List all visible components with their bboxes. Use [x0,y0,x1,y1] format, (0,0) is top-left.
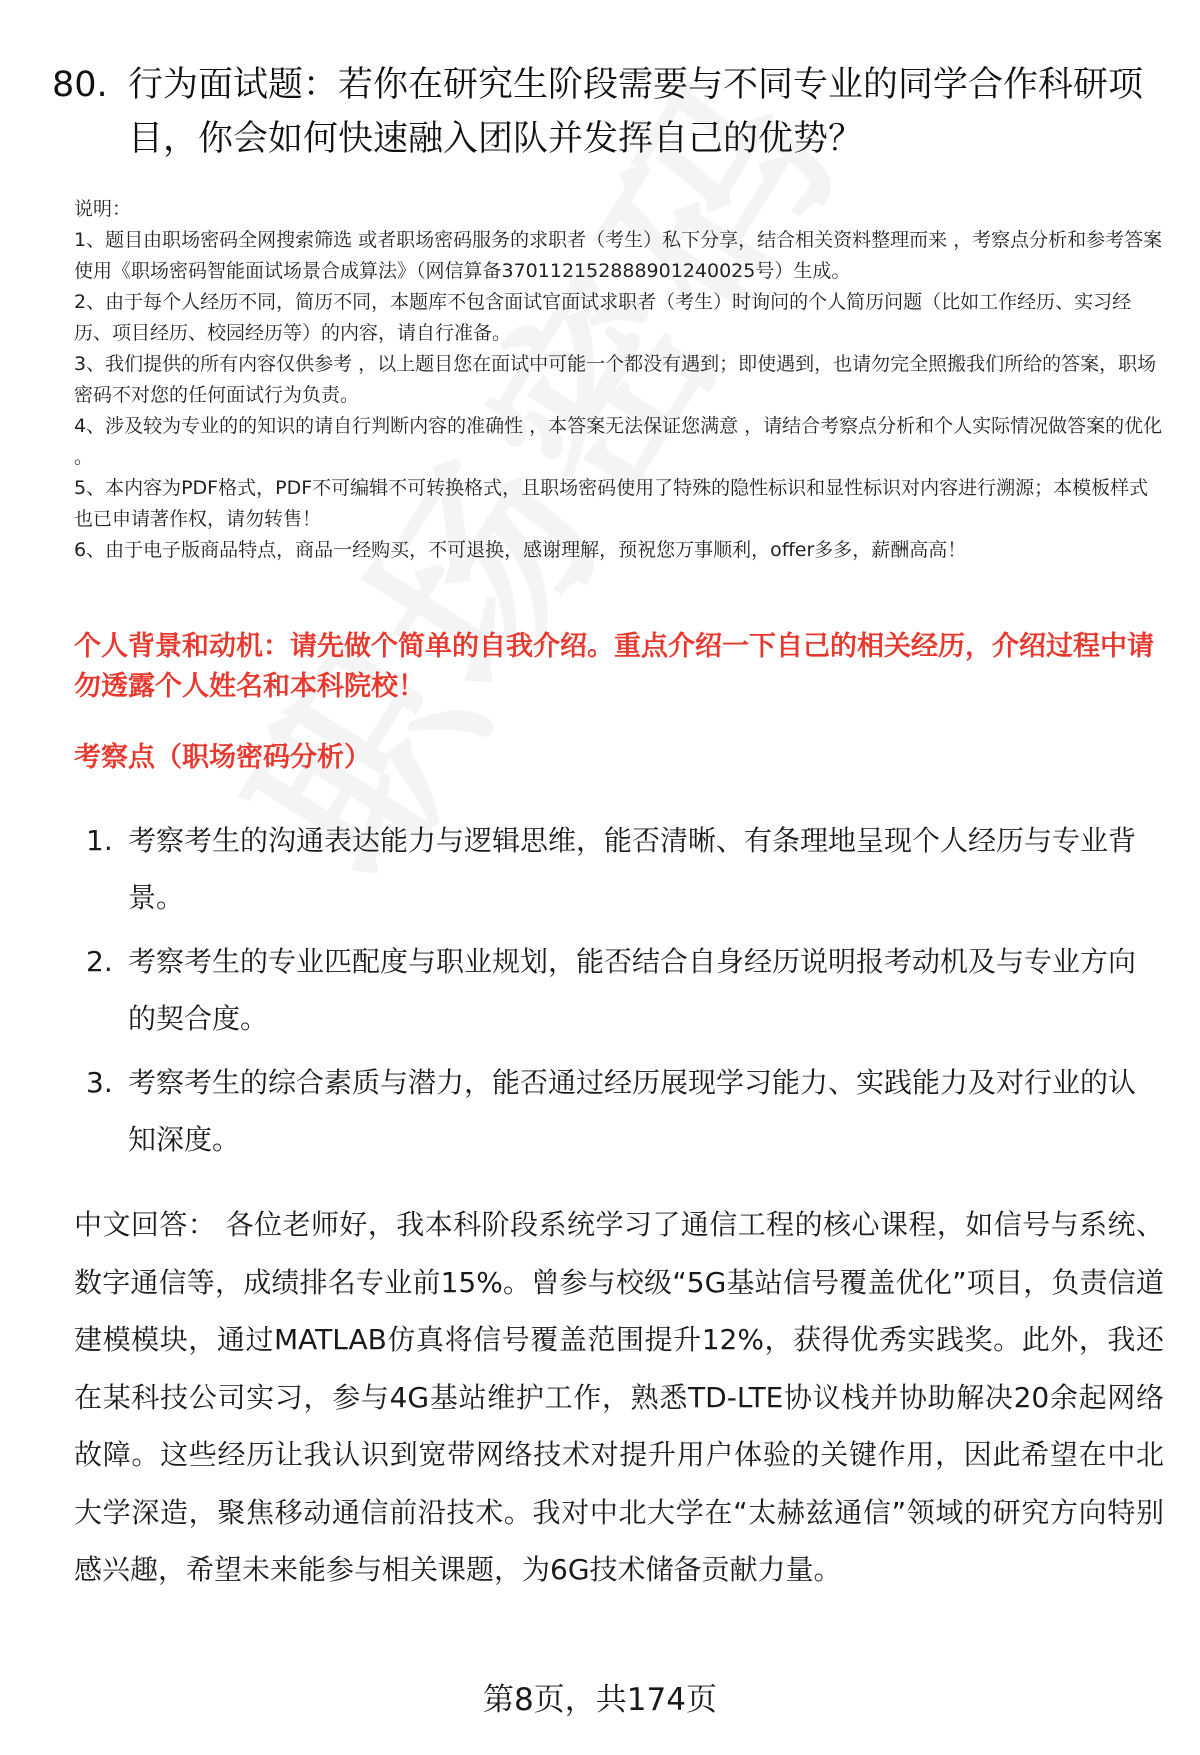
exam-point-text: 考察考生的沟通表达能力与逻辑思维，能否清晰、有条理地呈现个人经历与专业背景。 [128,824,1137,914]
exam-point [86,933,1161,1047]
exam-point-number: 3. [86,1066,113,1099]
exam-points-heading: 考察点（职场密码分析） [74,742,371,773]
answer-text: 各位老师好，我本科阶段系统学习了通信工程的核心课程，如信号与系统、数字通信等，成绩排名专业前15%。曾参与校级“5G基站信号覆盖优化”项目，负责信道建模模块，通过MATLAB仿真将信号覆盖范围提升12%，获得优秀实践奖。此外，我还在某科技公司实习，参与4G基站维护工作，熟悉TD-LTE协议栈并协助解决20余起网络故障。这些经历让我认识到宽带网络技术对提升用户体验的关键作用，因此希望在中北大学深造，聚焦移动通信前沿技术。我对中北大学在“太赫兹通信”领域的研究方向特别感兴趣，希望未来能参与相关课题，为6G技术储备贡献力量。 [74,1208,1164,1586]
note-item: 3、我们提供的所有内容仅供参考 ，以上题目您在面试中可能一个都没有遇到；即使遇到，也请勿完全照搬我们所给的答案，职场密码不对您的任何面试行为负责。 [74,353,1157,406]
note-item: 6、由于电子版商品特点，商品一经购买，不可退换，感谢理解，预祝您万事顺利，offer多多，薪酬高高！ [74,539,967,561]
note-item: 1、题目由职场密码全网搜索筛选 或者职场密码服务的求职者（考生）私下分享，结合相关资料整理而来 ，考察点分析和参考答案使用《职场密码智能面试场景合成算法》（网信算备370112152888901240025号）生成。 [74,229,1163,282]
exam-point-text: 考察考生的专业匹配度与职业规划，能否结合自身经历说明报考动机及与专业方向的契合度。 [128,945,1137,1035]
notes-title: 说明： [74,198,132,220]
question-text: 行为面试题：若你在研究生阶段需要与不同专业的同学合作科研项目，你会如何快速融入团队并发挥自己的优势？ [128,65,1144,159]
section-heading: 个人背景和动机：请先做个简单的自我介绍。重点介绍一下自己的相关经历，介绍过程中请勿透露个人姓名和本科院校！ [74,631,1154,702]
exam-point-text: 考察考生的综合素质与潜力，能否通过经历展现学习能力、实践能力及对行业的认知深度。 [128,1066,1137,1156]
exam-point [86,812,1161,926]
exam-point [86,1054,1161,1168]
answer-block [74,1196,1164,1599]
exam-point-number: 1. [86,824,113,857]
answer-label: 中文回答： [74,1208,217,1241]
notes-block [74,194,1164,566]
note-item: 4、涉及较为专业的的知识的请自行判断内容的准确性 ，本答案无法保证您满意 ，请结合考察点分析和个人实际情况做答案的优化 。 [74,415,1163,468]
exam-points-list [86,812,1161,1175]
page-footer: 第8页，共174页 [483,1682,717,1718]
question [52,58,1162,166]
note-item: 2、由于每个人经历不同，简历不同，本题库不包含面试官面试求职者（考生）时询问的个人简历问题（比如工作经历、实习经历、项目经历、校园经历等）的内容，请自行准备。 [74,291,1132,344]
note-item: 5、本内容为PDF格式，PDF不可编辑不可转换格式，且职场密码使用了特殊的隐性标识和显性标识对内容进行溯源；本模板样式也已申请著作权，请勿转售！ [74,477,1149,530]
exam-point-number: 2. [86,945,113,978]
question-number: 80. [52,65,108,105]
